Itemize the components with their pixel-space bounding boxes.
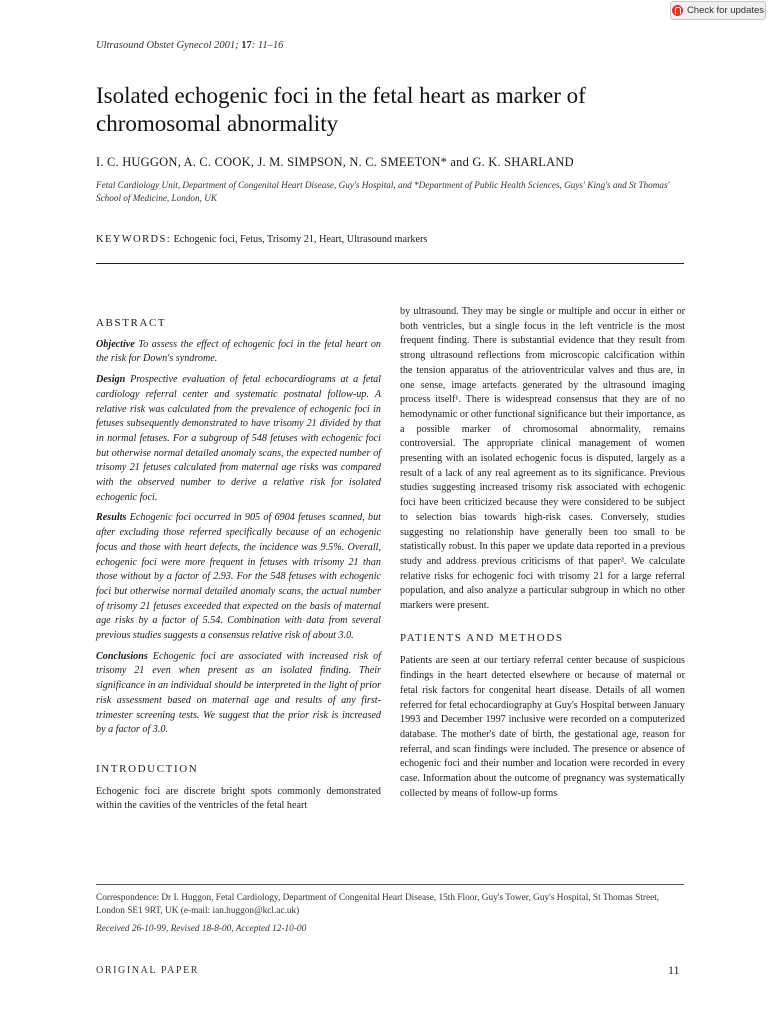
results-label: Results xyxy=(96,512,127,524)
affiliation: Fetal Cardiology Unit, Department of Congenital Heart Disease, Guy's Hospital, and *Department of Public Health Sciences, Guys' King's and St Thomas' School of Medicine, London, UK xyxy=(96,180,670,203)
journal-year: 2001; xyxy=(214,40,239,51)
journal-citation xyxy=(96,40,283,51)
design-label: Design xyxy=(96,374,126,386)
introduction-text-right: by ultrasound. They may be single or multiple and occur in either or both ventricles, but a single focus in the left ventricle is the most frequent finding. There is substantial evidence that they result from strong ultrasound reflections from microscopic calcification within the tension apparatus of the atrioventricular valves and thus are, in one sense, image artefacts generated by the ultrasound imaging process itself¹. There is widespread consensus that they are of no hemodynamic or other functional significance but their importance, as a possible marker of chromosomal abnormality, remains controversial. The appropriate clinical management of women presenting with an isolated echogenic focus is disputed, largely as a result of a lack of any real agreement as to its significance. Previous studies suggesting increased trisomy risk associated with echogenic foci have been criticized because they were considered to be subject to selection bias towards high-risk cases. Conversely, studies suggesting no relationship have generally been too small to be statistically robust. In this paper we update data reported in a previous study and address previous criticisms of that paper². We calculate relative risks for echogenic foci with trisomy 21 for a large referral population, and also analyze a particular subgroup in which no other markers were present. xyxy=(400,306,685,612)
objective-text: To assess the effect of echogenic foci in the fetal heart on the risk for Down's syndrome. xyxy=(96,338,381,365)
conclusions-text: Echogenic foci are associated with increased risk of trisomy 21 even when present as an isolated finding. Their significance in an individual should be interpreted in the light of prior risk assessment based on maternal age and results of any first-trimester screening tests. We suggest that the prior risk is increased by a factor of 3.0. xyxy=(96,650,381,736)
journal-volume: 17 xyxy=(241,40,252,51)
conclusions-label: Conclusions xyxy=(96,650,148,662)
results-text: Echogenic foci occurred in 905 of 6904 fetuses scanned, but after excluding those referred specifically because of an echogenic focus and those with heart defects, the incidence was 9.5%. Overall, echogenic foci were more frequent in fetuses with trisomy 21 than those without by a factor of 2.93. For the 548 fetuses with echogenic foci but otherwise normal detailed anomaly scans, the actual number of trisomy 21 fetuses exceeded that expected on the basis of maternal age risks by a factor of 5.54. Combination with data from several previous studies suggests a consensus relative risk of about 3.0. xyxy=(96,512,381,642)
introduction-heading: INTRODUCTION xyxy=(96,762,199,775)
crossmark-icon xyxy=(672,5,683,16)
objective-label: Objective xyxy=(96,338,135,350)
methods-heading: PATIENTS AND METHODS xyxy=(400,631,564,644)
abstract-design xyxy=(96,373,381,505)
check-for-updates-label: Check for updates xyxy=(686,5,765,16)
journal-name: Ultrasound Obstet Gynecol xyxy=(96,40,212,51)
journal-pages: : 11–16 xyxy=(251,40,284,51)
abstract-objective xyxy=(96,338,381,367)
correspondence: Correspondence: Dr I. Huggon, Fetal Cardiology, Department of Congenital Heart Disease, 15th Floor, Guy's Tower, Guy's Hospital, St Thomas Street, London SE1 9RT, UK (e-mail: ian.huggon@kcl.ac.uk) xyxy=(96,893,660,916)
header-divider xyxy=(96,263,684,264)
check-for-updates-badge[interactable] xyxy=(670,1,766,20)
abstract-conclusions xyxy=(96,650,381,738)
right-column xyxy=(400,305,685,802)
keywords-label: KEYWORDS: xyxy=(96,234,172,245)
page-number: 11 xyxy=(668,963,680,977)
received-dates: Received 26-10-99, Revised 18-8-00, Accepted 12-10-00 xyxy=(96,924,307,934)
footnote-divider xyxy=(96,884,684,885)
methods-text: Patients are seen at our tertiary referral center because of suspicious findings in the heart detected elsewhere or because of maternal or fetal risk factors for congenital heart disease. Details of all women referred for fetal echocardiography at Guy's Hospital between January 1993 and December 1997 inclusive were recorded on a computerized database. The mother's date of birth, the gestational age, reason for referral, and scan findings were included. The presence or absence of echogenic foci and their number and location were recorded in every case. Information about the outcome of pregnancy was systematically collected by means of follow-up forms xyxy=(400,655,685,799)
design-text: Prospective evaluation of fetal echocardiograms at a fetal cardiology referral center and systematic postnatal follow-up. A relative risk was calculated from the prevalence of echogenic foci in fetuses subsequently demonstrated to have trisomy 21 divided by that in normal fetuses. For a subgroup of 548 fetuses with echogenic foci but otherwise normal detailed anomaly scans, the expected number of trisomy 21 fetuses calculated from maternal age risks was compared with the observed number to derive a relative risk for isolated echogenic foci. xyxy=(96,374,382,503)
abstract-results xyxy=(96,511,381,643)
abstract-heading: ABSTRACT xyxy=(96,317,167,329)
article-type-label: ORIGINAL PAPER xyxy=(96,965,200,976)
left-column xyxy=(96,316,381,814)
introduction-text-left: Echogenic foci are discrete bright spots commonly demonstrated within the cavities of the ventricles of the fetal heart xyxy=(96,785,381,812)
keywords xyxy=(96,234,427,245)
author-list: I. C. HUGGON, A. C. COOK, J. M. SIMPSON, N. C. SMEETON* and G. K. SHARLAND xyxy=(96,155,574,169)
article-title: Isolated echogenic foci in the fetal heart as marker of chromosomal abnormality xyxy=(96,83,586,136)
abstract-body xyxy=(96,338,381,738)
keywords-text: Echogenic foci, Fetus, Trisomy 21, Heart, Ultrasound markers xyxy=(173,234,428,245)
